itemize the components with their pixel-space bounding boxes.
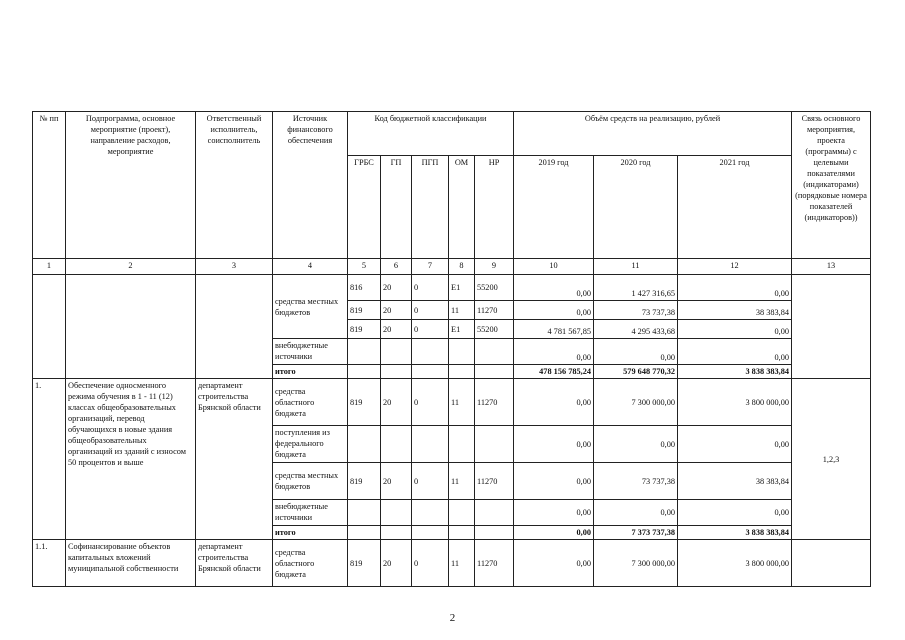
cell-empty	[33, 275, 66, 379]
cell-y2021: 38 383,84	[678, 463, 792, 500]
column-number-row	[33, 259, 871, 275]
header-nr: НР	[475, 156, 514, 259]
cell-empty	[196, 275, 273, 379]
column-number: 13	[792, 259, 871, 275]
cell-om: Е1	[449, 275, 475, 301]
cell-y2020: 1 427 316,65	[594, 275, 678, 301]
source-offbudget: внебюджетные источники	[273, 339, 348, 365]
cell-grbs: 819	[348, 301, 381, 320]
cell-pgp: 0	[412, 301, 449, 320]
cell-y2019: 0,00	[514, 426, 594, 463]
cell-pgp: 0	[412, 379, 449, 426]
total-label: итого	[273, 365, 348, 379]
total-y2019: 0,00	[514, 526, 594, 540]
header-link: Связь основного мероприятия, проекта (программы) с целевыми показателями (индикаторами) (порядковые номера показателей (индикаторов))	[792, 112, 871, 259]
cell-gp: 20	[381, 540, 412, 587]
cell-y2019: 0,00	[514, 540, 594, 587]
cell-y2021: 0,00	[678, 426, 792, 463]
cell-grbs: 819	[348, 463, 381, 500]
cell-nr: 55200	[475, 275, 514, 301]
column-number: 4	[273, 259, 348, 275]
column-number: 11	[594, 259, 678, 275]
header-program: Подпрограмма, основное мероприятие (проект), направление расходов, мероприятие	[66, 112, 196, 259]
cell-y2020: 7 300 000,00	[594, 379, 678, 426]
cell-empty	[348, 526, 381, 540]
column-number: 7	[412, 259, 449, 275]
cell-y2021: 38 383,84	[678, 301, 792, 320]
indicator-link: 1,2,3	[792, 379, 871, 540]
cell-y2021: 0,00	[678, 275, 792, 301]
header-row	[33, 112, 871, 156]
cell-gp: 20	[381, 379, 412, 426]
source-regional-budget: средства областного бюджета	[273, 379, 348, 426]
header-gp: ГП	[381, 156, 412, 259]
total-y2021: 3 838 383,84	[678, 365, 792, 379]
cell-om: 11	[449, 301, 475, 320]
total-y2021: 3 838 383,84	[678, 526, 792, 540]
cell-gp: 20	[381, 320, 412, 339]
cell-y2019: 4 781 567,85	[514, 320, 594, 339]
cell-y2020: 4 295 433,68	[594, 320, 678, 339]
cell-y2020: 73 737,38	[594, 463, 678, 500]
cell-gp	[381, 500, 412, 526]
column-number: 10	[514, 259, 594, 275]
column-number: 5	[348, 259, 381, 275]
total-y2020: 7 373 737,38	[594, 526, 678, 540]
cell-empty	[449, 365, 475, 379]
total-label: итого	[273, 526, 348, 540]
cell-gp: 20	[381, 463, 412, 500]
cell-y2021: 0,00	[678, 339, 792, 365]
cell-gp	[381, 426, 412, 463]
cell-empty	[66, 275, 196, 379]
cell-pgp: 0	[412, 320, 449, 339]
cell-empty	[475, 339, 514, 365]
table-row	[33, 379, 871, 426]
column-number: 6	[381, 259, 412, 275]
cell-y2019: 0,00	[514, 275, 594, 301]
cell-y2021: 3 800 000,00	[678, 540, 792, 587]
source-offbudget: внебюджетные источники	[273, 500, 348, 526]
page-number: 2	[449, 612, 456, 624]
program-name: Софинансирование объектов капитальных вложений муниципальной собственности	[66, 540, 196, 587]
cell-pgp	[412, 426, 449, 463]
budget-table	[32, 111, 871, 587]
header-year-2020: 2020 год	[594, 156, 678, 259]
header-year-2021: 2021 год	[678, 156, 792, 259]
cell-nr: 11270	[475, 540, 514, 587]
cell-nr: 11270	[475, 379, 514, 426]
cell-om	[449, 426, 475, 463]
cell-gp: 20	[381, 301, 412, 320]
cell-empty	[475, 365, 514, 379]
column-number: 8	[449, 259, 475, 275]
cell-pgp	[412, 500, 449, 526]
cell-nr	[475, 426, 514, 463]
cell-empty	[381, 339, 412, 365]
header-year-2019: 2019 год	[514, 156, 594, 259]
source-regional-budget: средства областного бюджета	[273, 540, 348, 587]
cell-grbs: 816	[348, 275, 381, 301]
cell-nr: 11270	[475, 301, 514, 320]
cell-grbs: 819	[348, 379, 381, 426]
cell-empty	[412, 526, 449, 540]
cell-empty	[449, 526, 475, 540]
header-executor: Ответственный исполнитель, соисполнитель	[196, 112, 273, 259]
cell-y2019: 0,00	[514, 463, 594, 500]
header-pgp: ПГП	[412, 156, 449, 259]
table-row	[33, 275, 871, 301]
cell-empty	[412, 339, 449, 365]
cell-y2019: 0,00	[514, 339, 594, 365]
cell-empty	[475, 526, 514, 540]
cell-grbs: 819	[348, 320, 381, 339]
cell-empty	[792, 540, 871, 587]
cell-y2021: 0,00	[678, 320, 792, 339]
cell-grbs	[348, 426, 381, 463]
cell-empty	[792, 275, 871, 379]
header-grbs: ГРБС	[348, 156, 381, 259]
cell-empty	[348, 365, 381, 379]
cell-om: 11	[449, 463, 475, 500]
cell-empty	[381, 365, 412, 379]
column-number: 2	[66, 259, 196, 275]
cell-y2021: 0,00	[678, 500, 792, 526]
cell-empty	[381, 526, 412, 540]
column-number: 12	[678, 259, 792, 275]
cell-y2019: 0,00	[514, 301, 594, 320]
executor: департамент строительства Брянской области	[196, 379, 273, 540]
header-om: ОМ	[449, 156, 475, 259]
source-local-budgets: средства местных бюджетов	[273, 463, 348, 500]
column-number: 1	[33, 259, 66, 275]
cell-y2020: 73 737,38	[594, 301, 678, 320]
header-source: Источник финансового обеспечения	[273, 112, 348, 259]
cell-nr: 55200	[475, 320, 514, 339]
row-number: 1.	[33, 379, 66, 540]
row-number: 1.1.	[33, 540, 66, 587]
column-number: 3	[196, 259, 273, 275]
source-local-budgets: средства местных бюджетов	[273, 275, 348, 339]
cell-pgp: 0	[412, 463, 449, 500]
cell-grbs: 819	[348, 540, 381, 587]
cell-y2020: 7 300 000,00	[594, 540, 678, 587]
cell-grbs	[348, 500, 381, 526]
cell-nr	[475, 500, 514, 526]
source-federal: поступления из федерального бюджета	[273, 426, 348, 463]
cell-pgp: 0	[412, 275, 449, 301]
total-y2020: 579 648 770,32	[594, 365, 678, 379]
cell-empty	[449, 339, 475, 365]
column-number: 9	[475, 259, 514, 275]
total-y2019: 478 156 785,24	[514, 365, 594, 379]
cell-y2020: 0,00	[594, 426, 678, 463]
cell-y2019: 0,00	[514, 500, 594, 526]
cell-om: 11	[449, 379, 475, 426]
table-row	[33, 540, 871, 587]
header-number: № пп	[33, 112, 66, 259]
cell-y2019: 0,00	[514, 379, 594, 426]
cell-om	[449, 500, 475, 526]
cell-empty	[412, 365, 449, 379]
executor: департамент строительства Брянской области	[196, 540, 273, 587]
cell-om: Е1	[449, 320, 475, 339]
program-name: Обеспечение односменного режима обучения в 1 - 11 (12) классах общеобразовательных организаций, перевод обучающихся в новые здания общеобразовательных организаций из зданий с износом 50 процентов и выше	[66, 379, 196, 540]
cell-nr: 11270	[475, 463, 514, 500]
cell-gp: 20	[381, 275, 412, 301]
cell-empty	[348, 339, 381, 365]
cell-pgp: 0	[412, 540, 449, 587]
cell-om: 11	[449, 540, 475, 587]
cell-y2021: 3 800 000,00	[678, 379, 792, 426]
cell-y2020: 0,00	[594, 500, 678, 526]
header-amount-group: Объём средств на реализацию, рублей	[514, 112, 792, 156]
header-code-group: Код бюджетной классификации	[348, 112, 514, 156]
cell-y2020: 0,00	[594, 339, 678, 365]
